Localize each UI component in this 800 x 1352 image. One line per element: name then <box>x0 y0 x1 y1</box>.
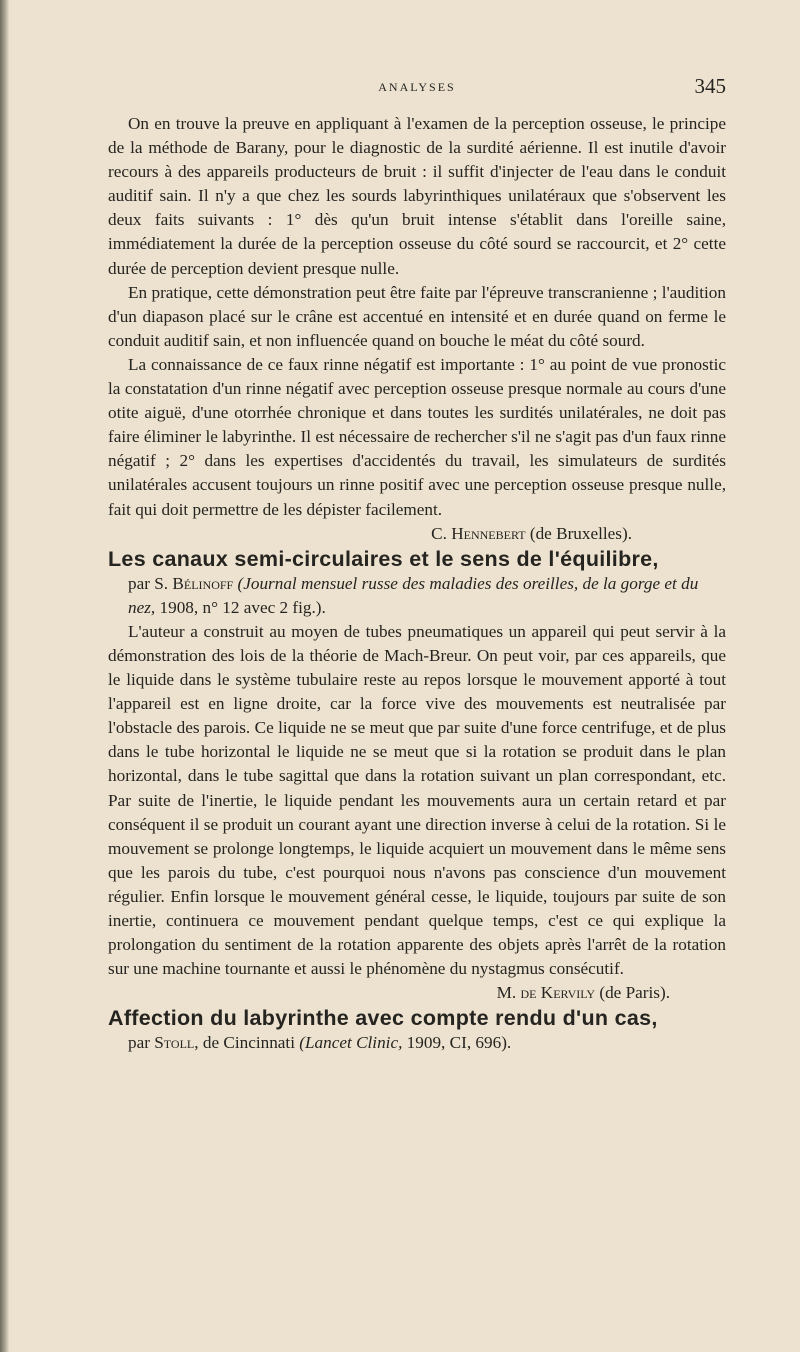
page-number: 345 <box>694 74 726 98</box>
paragraph-2: En pratique, cette démonstration peut être faite par l'épreuve transcranienne ; l'audition d'un diapason placé sur le crâne est accentué en intensité et en durée quand on ferme le conduit auditif sain, et non influencée quand on bouche le méat du côté sourd. <box>108 282 726 350</box>
signature-hennebert <box>108 522 726 546</box>
book-page <box>108 72 726 1055</box>
section-byline-stoll <box>108 1031 726 1055</box>
byline-reference: 1909, CI, 696). <box>406 1033 512 1053</box>
byline-author: Bélinoff <box>172 573 234 593</box>
byline-place: , de Cincinnati <box>194 1033 295 1053</box>
byline-author: Stoll <box>154 1033 195 1053</box>
section-title-canaux: Les canaux semi-circulaires et le sens de l'équilibre, <box>108 546 659 571</box>
signature-place: (de Paris). <box>599 983 670 1003</box>
byline-journal: (Journal mensuel russe des maladies des oreilles, de la gorge et du nez, <box>128 573 699 617</box>
paragraph-4: L'auteur a construit au moyen de tubes pneumatiques un appareil qui peut servir à la démonstration des lois de la théorie de Mach-Breur. On peut voir, par ces appareils, que le liquide dans le système tubulaire reste au repos lorsque le mouvement apporté à tout l'appareil est en ligne droite, car la force vive des mouvements est neutralisée par l'obstacle des parois. Ce liquide ne se meut que par suite d'une force centrifuge, et de plus dans le tube horizontal le liquide ne se meut que si la rotation se produit dans le plan horizontal, dans le tube sagittal que dans la rotation suivant un plan correspondant, etc. Par suite de l'inertie, le liquide pendant les mouvements aura un certain retard et par conséquent il se produit un courant ayant une direction inverse à celui de la rotation. Si le mouvement se prolonge longtemps, le liquide acquiert un mouvement dans le même sens que les parois du tube, c'est pourquoi nous n'avons pas conscience d'un mouvement régulier. Enfin lorsque le mouvement général cesse, le liquide, toujours par suite de son inertie, continuera ce mouvement pendant quelque temps, c'est ce qui explique la prolongation du sentiment de la rotation apparente des objets après l'arrêt de la rotation sur une machine tournante et aussi le phénomène du nystagmus consécutif. <box>108 621 726 979</box>
byline-journal: (Lancet Clinic, <box>299 1033 403 1053</box>
signature-place: (de Bruxelles). <box>529 523 632 543</box>
paragraph-3: La connaissance de ce faux rinne négatif est importante : 1° au point de vue pronostic la constatation d'un rinne négatif avec perception osseuse presque normale au cours d'une otite aiguë, d'une otorrhée chronique et dans toutes les surdités unilatérales, ne doit pas faire éliminer le labyrinthe. Il est nécessaire de rechercher s'il ne s'agit pas d'un faux rinne négatif ; 2° dans les expertises d'accidentés du travail, les simulateurs de surdités unilatérales accusent toujours un rinne positif avec une perception osseuse presque nulle, fait qui doit permettre de les dépister facilement. <box>108 354 726 519</box>
signature-initial: C. <box>431 523 447 543</box>
signature-kervily <box>108 981 726 1005</box>
signature-author: Hennebert <box>451 523 526 543</box>
page-spine-shadow <box>0 0 9 1352</box>
running-head <box>108 72 726 112</box>
byline-reference: 1908, n° 12 avec 2 fig.). <box>159 597 326 617</box>
byline-par: par <box>128 1033 150 1053</box>
section-byline-belinoff <box>108 572 726 620</box>
signature-initial: M. <box>496 983 517 1003</box>
byline-par: par S. <box>128 573 169 593</box>
paragraph-1: On en trouve la preuve en appliquant à l'examen de la perception osseuse, le principe de la méthode de Barany, pour le diagnostic de la surdité aérienne. Il est inutile d'avoir recours à des appareils producteurs de bruit : il suffit d'injecter de l'eau dans le conduit auditif sain. Il n'y a que chez les sourds labyrinthiques unilatéraux que s'observent les deux faits suivants : 1° dès qu'un bruit intense s'établit dans l'oreille saine, immédiatement la durée de la perception osseuse du côté sourd se raccourcit, et 2° cette durée de perception devient presque nulle. <box>108 114 726 278</box>
section-title-affection: Affection du labyrinthe avec compte rendu d'un cas, <box>108 1006 658 1031</box>
signature-author: de Kervily <box>520 983 596 1003</box>
running-head-title: ANALYSES <box>378 80 456 94</box>
